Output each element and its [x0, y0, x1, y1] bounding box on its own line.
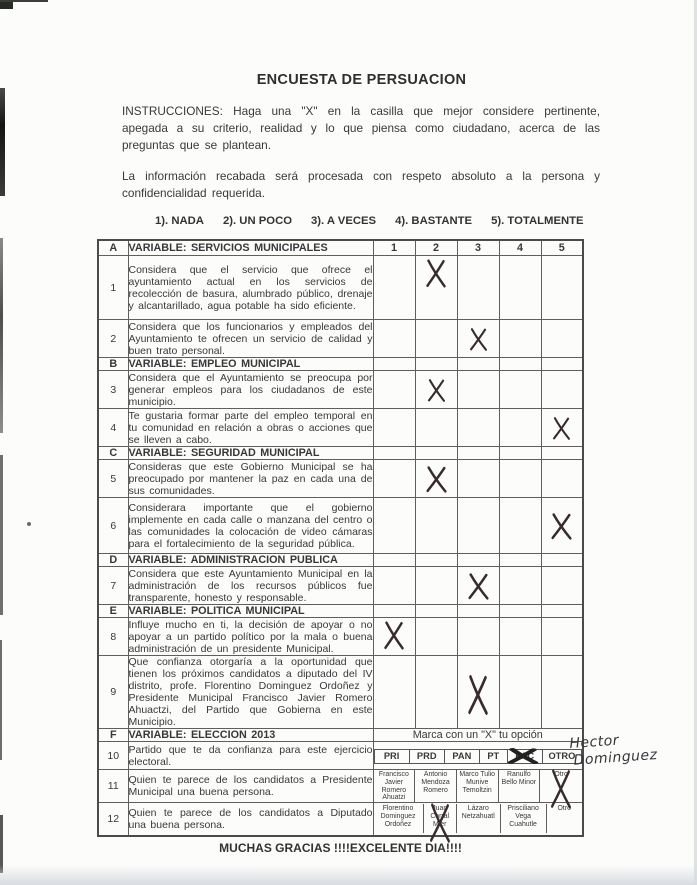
handwritten-x-mark: [427, 801, 452, 845]
rating-cell: [373, 554, 415, 567]
rating-cell-q3-1[interactable]: [373, 371, 415, 409]
question-number: 7: [98, 567, 128, 605]
question-number: 10: [98, 742, 128, 770]
scan-artifact: [0, 455, 3, 615]
candidate-option-otro[interactable]: Otro: [557, 805, 571, 813]
rating-cell-q3-5[interactable]: [541, 371, 583, 409]
question-number: 5: [98, 460, 128, 498]
question-text: Que confianza otorgaría a la oportunidad que tienen los próximos candidatos a diputado del IV distrito, profe. Florentino Dominguez Ordoñez y Presidente Municipal Francisco Javier Romero Ahuactzi, del Partido que Gobierna en este Municipio.: [128, 656, 373, 729]
scan-artifact: [0, 88, 5, 196]
scan-artifact: [0, 640, 2, 760]
rating-cell-q3-2[interactable]: [415, 371, 457, 409]
rating-cell-q2-2[interactable]: [415, 320, 457, 358]
question-row-5: [98, 460, 583, 498]
party-options-cell: [373, 742, 583, 770]
party-strip: [374, 749, 583, 764]
question-text: Te gustaria formar parte del empleo temporal en tu comunidad en relación a obras o acciones que se lleven a cabo.: [128, 409, 373, 446]
signature-line: Dominguez: [573, 746, 658, 769]
rating-cell-q8-5[interactable]: [541, 618, 583, 656]
question-row-8: [98, 618, 583, 656]
party-option-pan[interactable]: PAN: [445, 750, 480, 763]
rating-cell-q9-4[interactable]: [499, 656, 541, 729]
scan-artifact: [27, 522, 31, 526]
rating-cell-q5-2[interactable]: [415, 460, 457, 498]
page-title: ENCUESTA DE PERSUACION: [256, 72, 467, 88]
rating-cell-q1-3[interactable]: [457, 256, 499, 320]
survey-table: [97, 239, 584, 837]
rating-cell-q8-2[interactable]: [415, 618, 457, 656]
rating-cell-q6-4[interactable]: [499, 498, 541, 554]
question-row-10: [98, 742, 583, 770]
question-row-2: [98, 320, 583, 358]
question-text: Considera que los funcionarios y empleados del Ayuntamiento te ofrecen un servicio de calidad y buen trato personal.: [128, 320, 373, 357]
section-label: VARIABLE: POLITICA MUNICIPAL: [128, 605, 373, 618]
rating-cell-q1-2[interactable]: [415, 256, 457, 320]
party-option-otro[interactable]: OTRO: [548, 750, 576, 761]
presidente-candidates-cell: [373, 770, 583, 803]
handwritten-x-mark: [549, 512, 574, 541]
question-number: 3: [98, 371, 128, 409]
rating-cell-q4-3[interactable]: [457, 409, 499, 447]
question-row-12: [98, 803, 583, 836]
rating-cell-q6-2[interactable]: [415, 498, 457, 554]
section-id: A: [98, 240, 128, 256]
rating-cell-q9-5[interactable]: [541, 656, 583, 729]
scale-item-3: 3). A VECES: [311, 214, 377, 227]
candidate-option[interactable]: Antonio Mendoza Romero: [415, 770, 457, 802]
confidentiality-text: La información recabada será procesada con respeto absoluto a la persona y confidencialidad requerida.: [122, 169, 600, 200]
rating-cell: [457, 554, 499, 567]
mark-option-note: Marca con un "X" tu opción: [373, 729, 583, 742]
question-number: 8: [98, 618, 128, 656]
rating-cell: [457, 605, 499, 618]
rating-header-2: 2: [415, 240, 457, 256]
handwritten-x-mark: [426, 378, 447, 403]
section-row-d: [98, 554, 583, 567]
handwritten-x-mark: [424, 465, 449, 494]
rating-cell-q2-1[interactable]: [373, 320, 415, 358]
candidate-option[interactable]: Florentino Dominguez Ordoñez: [374, 804, 424, 833]
rating-cell-q8-1[interactable]: [373, 618, 415, 656]
question-text: Partido que te da confianza para este ejercicio electoral.: [128, 743, 373, 768]
question-row-1: [98, 256, 583, 320]
scale-item-5: 5). TOTALMENTE: [491, 214, 584, 227]
rating-cell: [541, 447, 583, 460]
rating-cell: [541, 554, 583, 567]
rating-cell-q7-3[interactable]: [457, 567, 499, 605]
question-text: Quien te parece de los candidatos a Presidente Municipal una buena persona.: [128, 770, 373, 803]
section-id: D: [98, 554, 128, 567]
scale-item-2: 2). UN POCO: [222, 214, 293, 227]
question-row-11: [98, 770, 583, 803]
section-id: F: [98, 729, 128, 742]
rating-cell-q2-4[interactable]: [499, 320, 541, 358]
section-label: VARIABLE: ADMINISTRACION PUBLICA: [128, 554, 373, 567]
rating-cell-q5-3[interactable]: [457, 460, 499, 498]
rating-cell-q7-4[interactable]: [499, 567, 541, 605]
rating-cell-q6-1[interactable]: [373, 498, 415, 554]
question-number: 9: [98, 656, 128, 729]
scan-artifact: [0, 0, 48, 2]
rating-cell-q5-5[interactable]: [541, 460, 583, 498]
question-text: Consideras que este Gobierno Municipal se ha preocupado por mantener la paz en cada una de sus comunidades.: [128, 460, 373, 497]
rating-cell: [541, 358, 583, 371]
handwritten-signature: [569, 730, 658, 770]
rating-cell-q4-5[interactable]: [541, 409, 583, 447]
candidate-option[interactable]: Marco Tulio Munive Temoltzin: [457, 770, 499, 802]
section-id: B: [98, 358, 128, 371]
rating-cell-q1-5[interactable]: [541, 256, 583, 320]
question-text: Considera que este Ayuntamiento Municipal en la administración de los recursos públicos fue transparente, honesto y responsable.: [128, 567, 373, 604]
instructions-text: INSTRUCCIONES: Haga una "X" en la casilla que mejor considere pertinente, apegada a su criterio, realidad y lo que piensa como ciudadano, acerca de las preguntas que se plantean.: [122, 104, 600, 152]
signature-line: Hector: [568, 732, 620, 753]
section-row-b: [98, 358, 583, 371]
scan-artifact: [0, 0, 13, 9]
rating-cell: [415, 554, 457, 567]
party-option-pt[interactable]: PT: [480, 750, 508, 763]
rating-cell-q1-1[interactable]: [373, 256, 415, 320]
rating-cell-q7-5[interactable]: [541, 567, 583, 605]
scan-artifact: [0, 815, 3, 873]
rating-cell-q4-4[interactable]: [499, 409, 541, 447]
rating-cell-q1-4[interactable]: [499, 256, 541, 320]
question-row-7: [98, 567, 583, 605]
question-text: Influye mucho en ti, la decisión de apoyar o no apoyar a un partido político por la mala o buena administración de un presidente Municipal.: [128, 618, 373, 655]
question-row-9: [98, 656, 583, 729]
question-row-6: [98, 498, 583, 554]
rating-header-3: 3: [457, 240, 499, 256]
section-label: VARIABLE: SEGURIDAD MUNICIPAL: [128, 447, 373, 460]
rating-cell: [373, 605, 415, 618]
rating-cell-q2-5[interactable]: [541, 320, 583, 358]
question-number: 12: [98, 803, 128, 836]
rating-cell-q3-3[interactable]: [457, 371, 499, 409]
rating-header-1: 1: [373, 240, 415, 256]
handwritten-x-mark: [424, 258, 448, 289]
question-text: Considera que el servicio que ofrece el ayuntamiento actual en los servicios de recolección de basura, alumbrado público, drenaje y alcantarillado, agua potable ha sido eficiente.: [128, 256, 373, 320]
rating-cell: [415, 447, 457, 460]
rating-cell-q6-5[interactable]: [541, 498, 583, 554]
rating-cell: [457, 358, 499, 371]
handwritten-x-mark: [382, 620, 406, 651]
rating-cell: [373, 358, 415, 371]
rating-cell-q9-2[interactable]: [415, 656, 457, 729]
rating-cell-q4-2[interactable]: [415, 409, 457, 447]
scale-item-4: 4). BASTANTE: [395, 214, 473, 227]
question-text: Considerara importante que el gobierno implemente en cada calle o manzana del centro o las comunidades la colocación de video cámaras para el fortalecimiento de la seguridad pública.: [128, 498, 373, 554]
rating-cell-q7-2[interactable]: [415, 567, 457, 605]
section-row-f: [98, 729, 583, 742]
rating-cell: [499, 554, 541, 567]
question-number: 1: [98, 256, 128, 320]
section-label: VARIABLE: EMPLEO MUNICIPAL: [128, 358, 373, 371]
scan-artifact: [0, 865, 697, 885]
rating-cell: [415, 358, 457, 371]
candidate-option-otro[interactable]: Otro: [540, 770, 582, 802]
section-row-c: [98, 447, 583, 460]
rating-cell-q9-1[interactable]: [373, 656, 415, 729]
section-row-a: [98, 240, 583, 256]
thanks-text: MUCHAS GRACIAS !!!!EXCELENTE DIA!!!!: [219, 840, 462, 855]
rating-cell-q9-3[interactable]: [457, 656, 499, 729]
handwritten-x-mark: [551, 416, 572, 441]
section-row-e: [98, 605, 583, 618]
question-number: 6: [98, 498, 128, 554]
handwritten-x-mark: [549, 767, 574, 811]
question-row-4: [98, 409, 583, 447]
rating-cell-q7-1[interactable]: [373, 567, 415, 605]
section-label: VARIABLE: SERVICIOS MUNICIPALES: [128, 240, 373, 256]
party-option-pac[interactable]: PAC: [508, 750, 543, 763]
section-label: VARIABLE: ELECCION 2013: [128, 729, 373, 742]
rating-cell-q8-4[interactable]: [499, 618, 541, 656]
question-number: 4: [98, 409, 128, 447]
rating-cell: [499, 605, 541, 618]
rating-cell: [499, 447, 541, 460]
scan-artifact: [0, 238, 3, 433]
party-option-pri[interactable]: PRI: [375, 750, 410, 763]
rating-cell-q2-3[interactable]: [457, 320, 499, 358]
rating-scale-legend: [155, 215, 697, 227]
rating-cell: [499, 358, 541, 371]
party-option-prd[interactable]: PRD: [410, 750, 445, 763]
rating-cell: [457, 447, 499, 460]
rating-cell-q3-4[interactable]: [499, 371, 541, 409]
question-number: 11: [98, 770, 128, 803]
rating-cell-q8-3[interactable]: [457, 618, 499, 656]
candidate-option[interactable]: Lázaro Netzahuatl: [457, 804, 501, 833]
candidate-option[interactable]: Francisco Javier Romero Ahuatzi: [374, 770, 416, 802]
rating-cell-q6-3[interactable]: [457, 498, 499, 554]
section-id: C: [98, 447, 128, 460]
question-number: 2: [98, 320, 128, 358]
section-id: E: [98, 605, 128, 618]
handwritten-x-mark: [466, 673, 490, 717]
rating-cell: [415, 605, 457, 618]
candidate-row: [374, 770, 583, 802]
rating-cell-q4-1[interactable]: [373, 409, 415, 447]
candidate-option[interactable]: Prisciliano Vega Cuahutle: [501, 804, 547, 833]
handwritten-x-mark: [506, 748, 540, 764]
handwritten-x-mark: [466, 572, 491, 601]
rating-cell: [373, 447, 415, 460]
question-text: Considera que el Ayuntamiento se preocupa por generar empleos para los ciudadanos de este municipio.: [128, 371, 373, 408]
rating-header-5: 5: [541, 240, 583, 256]
handwritten-x-mark: [468, 327, 489, 352]
scale-item-1: 1). NADA: [155, 214, 204, 227]
question-row-3: [98, 371, 583, 409]
question-text: Quien te parece de los candidatos a Diputado una buena persona.: [128, 803, 373, 836]
candidate-option[interactable]: Juan Corral Mier: [424, 804, 457, 833]
rating-cell-q5-4[interactable]: [499, 460, 541, 498]
rating-cell: [541, 605, 583, 618]
candidate-option[interactable]: Ranulfo Bello Minor: [499, 770, 541, 802]
rating-cell-q5-1[interactable]: [373, 460, 415, 498]
rating-header-4: 4: [499, 240, 541, 256]
